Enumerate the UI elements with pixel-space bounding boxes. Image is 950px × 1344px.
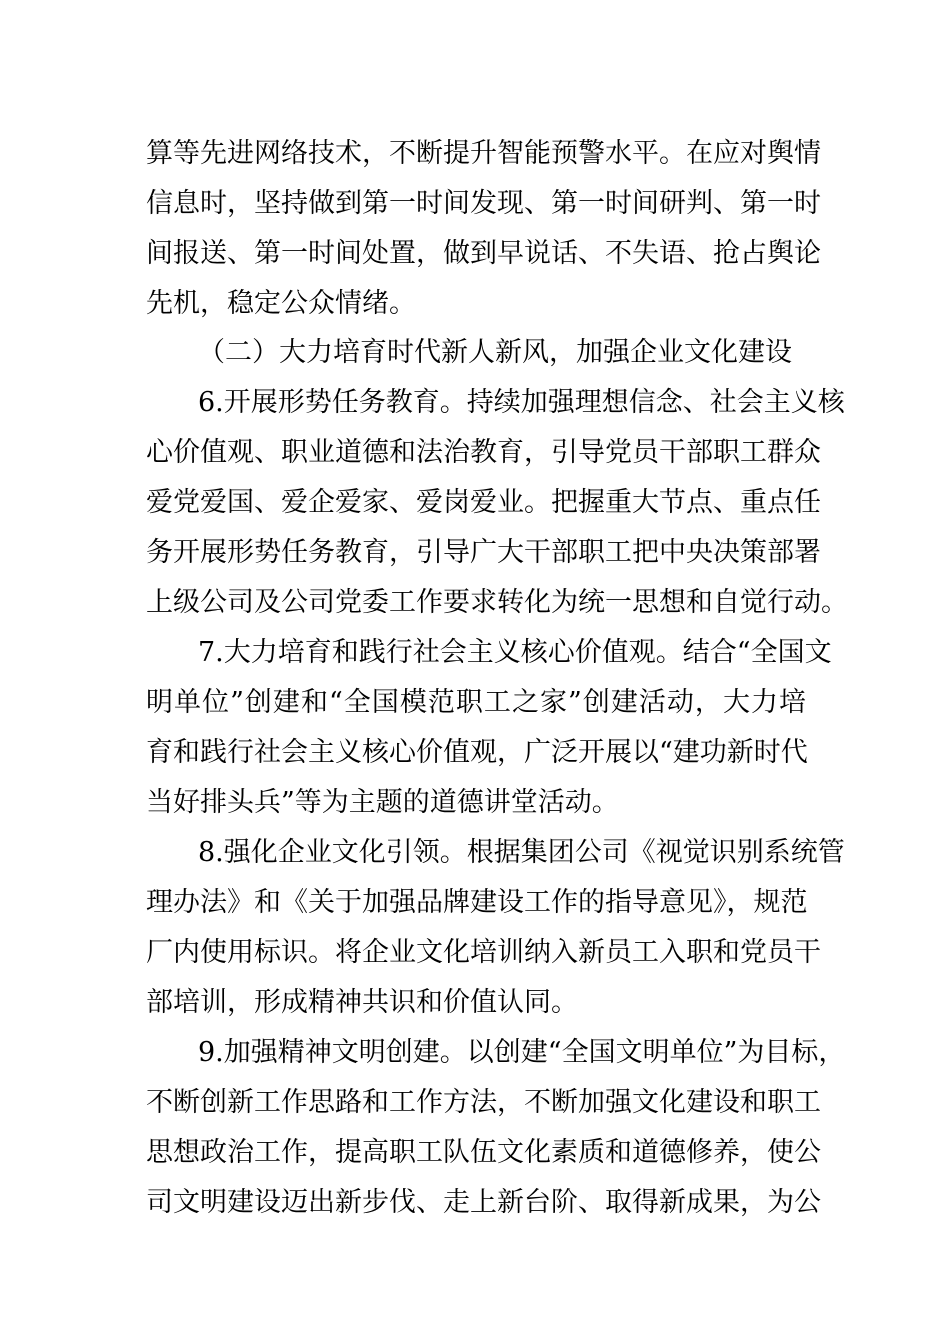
body-text-line: 思想政治工作，提高职工队伍文化素质和道德修养，使公 (146, 1137, 821, 1168)
paragraph-first-line: 9.加强精神文明创建。以创建“全国文明单位”为目标， (198, 1037, 846, 1068)
body-text-line: 先机，稳定公众情绪。 (146, 288, 416, 319)
body-text-line: 司文明建设迈出新步伐、走上新台阶、取得新成果，为公 (146, 1187, 821, 1218)
body-text-line: 部培训，形成精神共识和价值认同。 (146, 987, 578, 1018)
body-text-line: 育和践行社会主义核心价值观，广泛开展以“建功新时代 (146, 737, 808, 768)
body-text-line: 明单位”创建和“全国模范职工之家”创建活动，大力培 (146, 687, 806, 718)
section-heading: （二）大力培育时代新人新风，加强企业文化建设 (198, 337, 792, 368)
body-text-line: 不断创新工作思路和工作方法，不断加强文化建设和职工 (146, 1087, 821, 1118)
body-text-line: 信息时，坚持做到第一时间发现、第一时间研判、第一时 (146, 188, 821, 219)
paragraph-first-line: 7.大力培育和践行社会主义核心价值观。结合“全国文 (198, 637, 832, 668)
body-text-line: 算等先进网络技术，不断提升智能预警水平。在应对舆情 (146, 138, 821, 169)
body-text-line: 上级公司及公司党委工作要求转化为统一思想和自觉行动。 (146, 587, 848, 618)
paragraph-first-line: 6.开展形势任务教育。持续加强理想信念、社会主义核 (198, 387, 845, 418)
paragraph-first-line: 8.强化企业文化引领。根据集团公司《视觉识别系统管 (198, 837, 845, 868)
body-text-line: 爱党爱国、爱企爱家、爱岗爱业。把握重大节点、重点任 (146, 487, 821, 518)
body-text-line: 务开展形势任务教育，引导广大干部职工把中央决策部署 (146, 537, 821, 568)
body-text-line: 理办法》和《关于加强品牌建设工作的指导意见》，规范 (146, 887, 808, 918)
body-text-line: 当好排头兵”等为主题的道德讲堂活动。 (146, 787, 619, 818)
body-text-line: 厂内使用标识。将企业文化培训纳入新员工入职和党员干 (146, 937, 821, 968)
body-text-line: 间报送、第一时间处置，做到早说话、不失语、抢占舆论 (146, 238, 821, 269)
body-text-line: 心价值观、职业道德和法治教育，引导党员干部职工群众 (146, 437, 821, 468)
